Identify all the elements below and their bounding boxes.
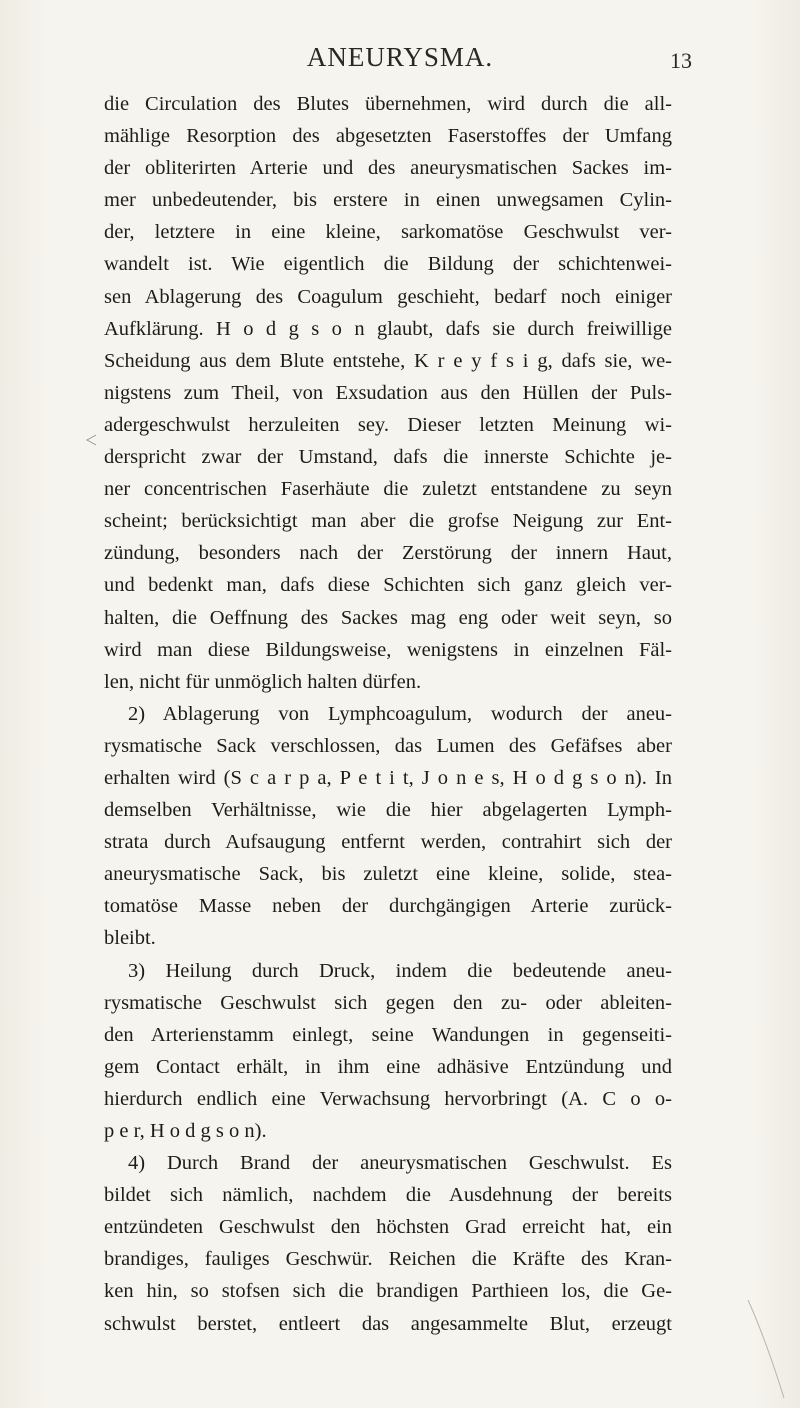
- text-line: 2) Ablagerung von Lymphcoagulum, wodurch der aneu-: [128, 702, 672, 725]
- text-line: derspricht zwar der Umstand, dafs die innerste Schichte je-: [104, 446, 672, 469]
- text-line: mählige Resorption des abgesetzten Faserstoffes der Umfang: [104, 125, 672, 148]
- text-line: adergeschwulst herzuleiten sey. Dieser letzten Meinung wi-: [104, 413, 672, 436]
- text-line: rysmatische Geschwulst sich gegen den zu- oder ableiten-: [104, 991, 672, 1014]
- text-line: scheint; berücksichtigt man aber die grofse Neigung zur Ent-: [104, 510, 672, 533]
- text-line: Scheidung aus dem Blute entstehe, K r e y f s i g, dafs sie, we-: [104, 349, 672, 372]
- text-line: len, nicht für unmöglich halten dürfen.: [104, 670, 422, 693]
- body-text: [104, 88, 672, 1340]
- text-line: zündung, besonders nach der Zerstörung der innern Haut,: [104, 542, 672, 565]
- text-line: tomatöse Masse neben der durchgängigen Arterie zurück-: [104, 895, 672, 918]
- text-line: schwulst berstet, entleert das angesammelte Blut, erzeugt: [104, 1312, 672, 1335]
- text-line: entzündeten Geschwulst den höchsten Grad erreicht hat, ein: [104, 1216, 672, 1239]
- text-line: 4) Durch Brand der aneurysmatischen Geschwulst. Es: [128, 1152, 672, 1175]
- text-line: den Arterienstamm einlegt, seine Wandungen in gegenseiti-: [104, 1023, 672, 1046]
- text-line: ken hin, so stofsen sich die brandigen Parthieen los, die Ge-: [104, 1280, 672, 1303]
- text-line: bildet sich nämlich, nachdem die Ausdehnung der bereits: [104, 1184, 672, 1207]
- text-line: demselben Verhältnisse, wie die hier abgelagerten Lymph-: [104, 799, 672, 822]
- text-line: Aufklärung. H o d g s o n glaubt, dafs sie durch freiwillige: [104, 317, 672, 340]
- text-line: die Circulation des Blutes übernehmen, wird durch die all-: [104, 93, 672, 115]
- text-line: p e r, H o d g s o n).: [104, 1120, 267, 1142]
- text-line: brandiges, fauliges Geschwür. Reichen die Kräfte des Kran-: [104, 1248, 672, 1271]
- text-line: der obliterirten Arterie und des aneurysmatischen Sackes im-: [104, 157, 672, 180]
- running-title: ANEURYSMA.: [306, 42, 494, 72]
- page-header: [0, 42, 800, 82]
- text-line: bleibt.: [104, 927, 156, 950]
- scan-edge-artifact: [746, 1300, 786, 1400]
- text-line: nigstens zum Theil, von Exsudation aus den Hüllen der Puls-: [104, 381, 672, 404]
- margin-mark-icon: [84, 433, 98, 447]
- text-line: wird man diese Bildungsweise, wenigstens in einzelnen Fäl-: [104, 638, 672, 661]
- text-line: ner concentrischen Faserhäute die zuletzt entstandene zu seyn: [104, 478, 672, 501]
- text-line: und bedenkt man, dafs diese Schichten sich ganz gleich ver-: [104, 574, 672, 597]
- text-line: der, letztere in eine kleine, sarkomatöse Geschwulst ver-: [104, 221, 672, 244]
- text-line: mer unbedeutender, bis erstere in einen unwegsamen Cylin-: [104, 189, 672, 212]
- text-line: wandelt ist. Wie eigentlich die Bildung der schichtenwei-: [104, 253, 672, 276]
- text-line: 3) Heilung durch Druck, indem die bedeutende aneu-: [128, 959, 672, 982]
- text-line: erhalten wird (S c a r p a, P e t i t, J o n e s, H o d g s o n). In: [104, 766, 672, 789]
- page-number: 13: [670, 48, 692, 73]
- text-line: aneurysmatische Sack, bis zuletzt eine kleine, solide, stea-: [104, 863, 672, 886]
- text-line: hierdurch endlich eine Verwachsung hervorbringt (A. C o o-: [104, 1087, 672, 1110]
- text-line: rysmatische Sack verschlossen, das Lumen des Gefäfses aber: [104, 734, 672, 757]
- text-line: sen Ablagerung des Coagulum geschieht, bedarf noch einiger: [104, 285, 672, 308]
- text-line: strata durch Aufsaugung entfernt werden, contrahirt sich der: [104, 831, 672, 854]
- text-line: halten, die Oeffnung des Sackes mag eng oder weit seyn, so: [104, 606, 672, 629]
- text-line: gem Contact erhält, in ihm eine adhäsive Entzündung und: [104, 1055, 672, 1078]
